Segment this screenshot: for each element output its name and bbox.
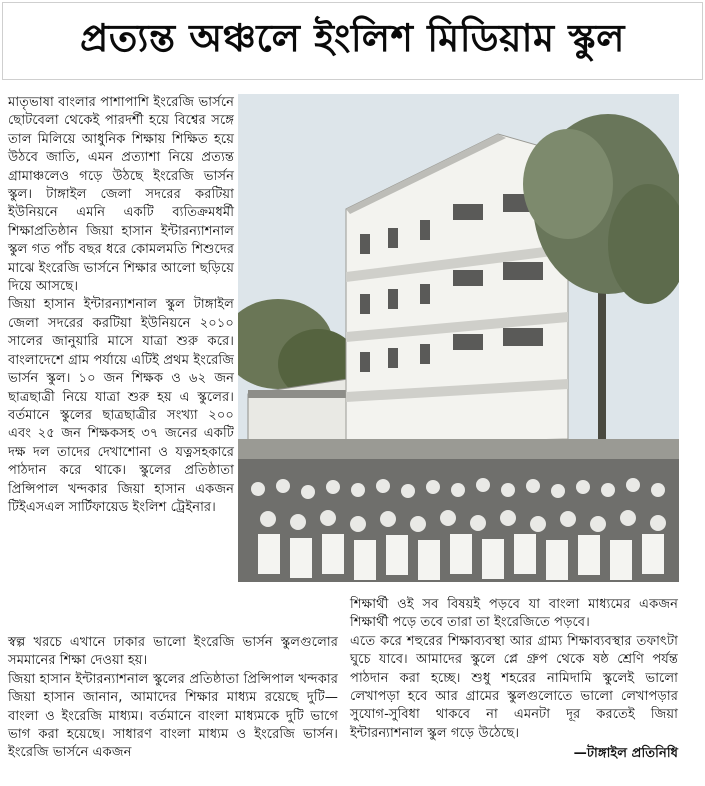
school-photo [238, 94, 679, 582]
headline: প্রত্যন্ত অঞ্চলে ইংলিশ মিডিয়াম স্কুল [79, 16, 625, 60]
left-paragraph-2: জিয়া হাসান ইন্টারন্যাশনাল স্কুল টাঙ্গাইল জেলা সদরের করটিয়া ইউনিয়নে ২০১০ সালের জানুয়ারি মাসে যাত্রা শুরু করে। বাংলাদেশে গ্রাম পর্যায়ে এটিই প্রথম ইংরেজি ভার্সন স্কুল। ১০ জন শিক্ষক ও ৬২ জন ছাত্রছাত্রী নিয়ে যাত্রা শুরু হয় এ স্কুলের। বর্তমানে স্কুলের ছাত্রছাত্রীর সংখ্যা ২০০ এবং ২৫ জন শিক্ষকসহ ৩৭ জনের একটি দক্ষ দল তাদের দেখাশোনা ও যত্নসহকারে পাঠদান করে থাকে। স্কুলের প্রতিষ্ঠাতা প্রিন্সিপাল খন্দকার জিয়া হাসান একজন টিইএসএল সার্টিফায়েড ইংলিশ ট্রেইনার। [8, 297, 234, 515]
lower-paragraph-1: স্বল্প খরচে এখানে ঢাকার ভালো ইংরেজি ভার্সন স্কুলগুলোর সমমানের শিক্ষা দেওয়া হয়। [8, 635, 338, 669]
school-photo-image [238, 94, 679, 582]
byline: —টাঙ্গাইল প্রতিনিধি [573, 746, 678, 762]
lower-column [8, 634, 338, 763]
left-paragraph-1: মাতৃভাষা বাংলার পাশাপাশি ইংরেজি ভার্সনে ছোটবেলা থেকেই পারদর্শী হয়ে বিশ্বের সঙ্গে তাল মিলিয়ে আধুনিক শিক্ষায় শিক্ষিত হয়ে উঠবে জাতি, এমন প্রত্যাশা নিয়ে প্রত্যন্ত গ্রামাঞ্চলেও গড়ে উঠছে ইংরেজি ভার্সন স্কুল। টাঙ্গাইল জেলা সদরের করটিয়া ইউনিয়নে এমনি একটি ব্যতিক্রমধর্মী শিক্ষাপ্রতিষ্ঠান জিয়া হাসান ইন্টারন্যাশনাল স্কুল গত পাঁচ বছর ধরে কোমলমতি শিশুদের মাঝে ইংরেজি ভার্সনে শিক্ষার আলো ছড়িয়ে দিয়ে আসছে। [8, 95, 234, 295]
right-paragraph-1: শিক্ষার্থী ওই সব বিষয়ই পড়বে যা বাংলা মাধ্যমের একজন শিক্ষার্থী পড়ে তবে তারা তা ইংরেজিতে পড়বে। [350, 597, 678, 631]
lower-paragraph-2: জিয়া হাসান ইন্টারন্যাশনাল স্কুলের প্রতিষ্ঠাতা প্রিন্সিপাল খন্দকার জিয়া হাসান জানান, আমাদের শিক্ষার মাধ্যম রয়েছে দুটি— বাংলা ও ইংরেজি মাধ্যম। বর্তমানে বাংলা মাধ্যমকে দুটি ভাগে ভাগ করা হয়েছে। সাধারণ বাংলা মাধ্যম ও ইংরেজি ভার্সন। ইংরেজি ভার্সনে একজন [8, 671, 338, 761]
right-paragraph-2: এতে করে শহুরের শিক্ষাব্যবস্থা আর গ্রাম্য শিক্ষাব্যবস্থার তফাৎটা ঘুচে যাবে। আমাদের স্কুলে প্লে গ্রুপ থেকে ষষ্ঠ শ্রেণি পর্যন্ত পাঠদান করা হচ্ছে। শুধু শহরের নামিদামি স্কুলেই ভালো লেখাপড়া হবে আর গ্রামের স্কুলগুলোতে ভালো লেখাপড়ার সুযোগ-সুবিধা থাকবে না এমনটা দূর করতেই জিয়া ইন্টারন্যাশনাল স্কুল গড়ে উঠেছে। [350, 633, 678, 741]
right-column [350, 596, 678, 764]
left-column [8, 94, 234, 517]
headline-box [2, 2, 703, 80]
